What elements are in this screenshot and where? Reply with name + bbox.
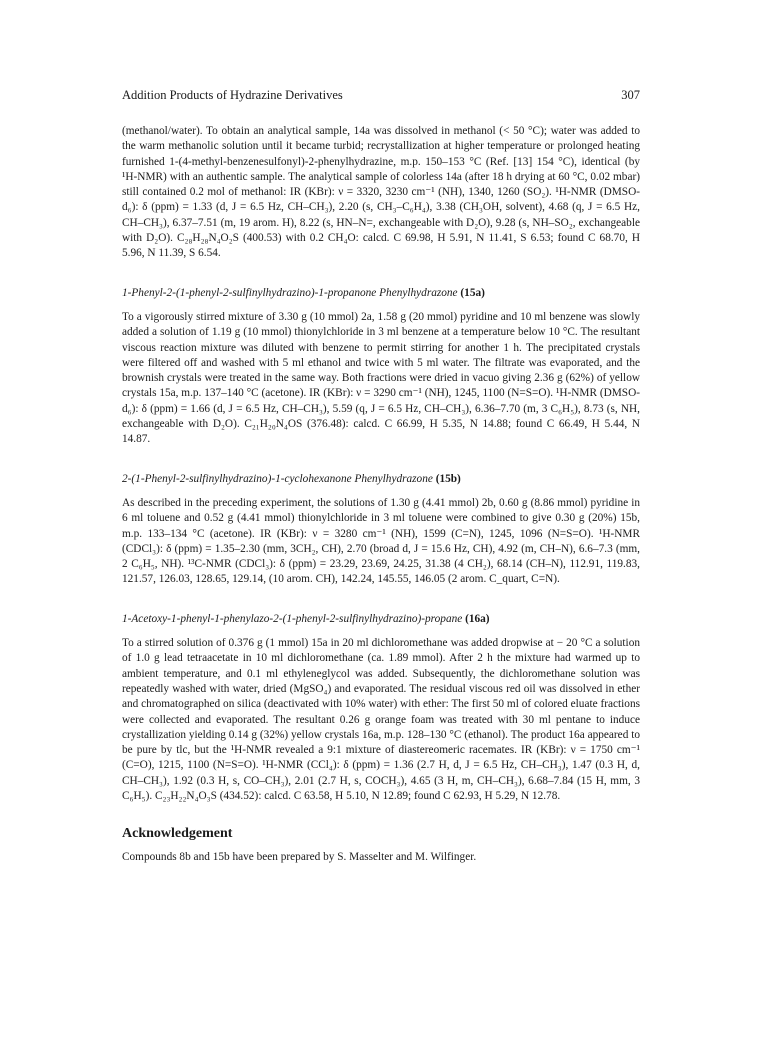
paragraph-16a-procedure: To a stirred solution of 0.376 g (1 mmol) 15a in 20 ml dichloromethane was added dropwise at − 20 °C a solution of 1.0 g lead tetraacetate in 10 ml dichloromethane (ca. 1.89 mmol). After 2 h the mixture had warmed up to ambient temperature, and 0.1 ml ethyleneglycol was added. Subsequently, the dichloromethane solution was repeatedly washed with water, dried (MgSO₄) and evaporated. The residual viscous red oil was dissolved in ether and chromatographed on silica (deactivated with 10% water) with ether: The first 50 ml of colored eluate fractions were collected and evaporated. The resultant 0.26 g orange foam was treated with 30 ml pentane to induce crystallization yielding 0.14 g (32%) yellow crystals 16a, m.p. 128–130 °C (ethanol). The product 16a appeared to be pure by tlc, but the ¹H-NMR revealed a 9:1 mixture of diastereomeric racemates. IR (KBr): ν = 1750 cm⁻¹ (C=O), 1215, 1100 (N=S=O). ¹H-NMR (CCl₄): δ (ppm) = 1.36 (2.7 H, d, J = 6.5 Hz, CH–CH₃), 1.47 (0.3 H, d, CH–CH₃), 1.92 (0.3 H, s, CO–CH₃), 2.01 (2.7 H, s, COCH₃), 4.65 (3 H, m, CH–CH₃), 6.68–7.84 (15 H, mm, 3 C₆H₅). C₂₃H₂₂N₄O₃S (434.52): calcd. C 63.58, H 5.10, N 12.89; found C 62.93, H 5.29, N 12.78.: [122, 637, 640, 802]
section-heading-15b-label: (15b): [435, 472, 461, 485]
section-heading-16a-label: (16a): [465, 612, 490, 625]
section-heading-15a: [122, 286, 640, 301]
paragraph-14a-continued: (methanol/water). To obtain an analytical sample, 14a was dissolved in methanol (< 50 °C); water was added to the warm methanolic solution until it became turbid; recrystallization at higher temperature or prolonged heating furnished 1-(4-methyl-benzenesulfonyl)-2-phenylhydrazine, m.p. 150–153 °C (Ref. [13] 154 °C), identical (by ¹H-NMR) with an authentic sample. The analytical sample of colorless 14a (after 18 h drying at 60 °C, 0.02 mbar) still contained 0.2 mol of methanol: IR (KBr): ν = 3320, 3230 cm⁻¹ (NH), 1340, 1260 (SO₂). ¹H-NMR (DMSO-d₆): δ (ppm) = 1.33 (d, J = 6.5 Hz, CH–CH₃), 2.20 (s, CH₃–C₆H₄), 3.38 (CH₃OH, solvent), 4.68 (q, J = 6.5 Hz, CH–CH₃), 6.37–7.51 (m, 19 arom. H), 8.22 (s, HN–N=, exchangeable with D₂O), 9.28 (s, NH–SO₂, exchangeable with D₂O). C₂₈H₂₈N₄O₂S (400.53) with 0.2 CH₄O: calcd. C 69.98, H 5.91, N 11.41, S 6.53; found C 68.70, H 5.96, N 11.39, S 6.54.: [122, 125, 640, 260]
acknowledgement-text: Compounds 8b and 15b have been prepared by S. Masselter and M. Wilfinger.: [122, 850, 477, 863]
section-heading-16a: [122, 612, 640, 627]
section-heading-15a-label: (15a): [460, 286, 485, 299]
acknowledgement-heading: Acknowledgement: [122, 826, 233, 842]
section-heading-15b: [122, 472, 640, 487]
paragraph-15b-procedure: As described in the preceding experiment, the solutions of 1.30 g (4.41 mmol) 2b, 0.60 g (8.86 mmol) pyridine in 6 ml toluene and 0.52 g (4.41 mmol) thionylchloride in 3 ml toluene were combined to give 0.30 g (20%) 15b, m.p. 133–134 °C (acetone). IR (KBr): ν = 3280 cm⁻¹ (NH), 1599 (C=N), 1245, 1096 (N=S=O). ¹H-NMR (CDCl₃): δ (ppm) = 1.35–2.30 (mm, 3CH₂, CH), 2.70 (broad d, J = 15.6 Hz, CH), 4.92 (m, CH–N), 6.6–7.3 (mm, 2 C₆H₅, NH). ¹³C-NMR (CDCl₃): δ (ppm) = 23.29, 23.69, 24.25, 31.38 (4 CH₂), 68.14 (CH–N), 112.91, 119.83, 121.57, 126.03, 128.65, 129.14, (10 arom. CH), 142.24, 145.55, 146.05 (2 arom. C_quart, C=N).: [122, 496, 640, 586]
running-header: [122, 88, 640, 103]
section-heading-15a-title: 1-Phenyl-2-(1-phenyl-2-sulfinylhydrazino)-1-propanone Phenylhydrazone: [122, 286, 458, 299]
paragraph-15a-procedure: To a vigorously stirred mixture of 3.30 g (10 mmol) 2a, 1.58 g (20 mmol) pyridine and 10 ml benzene was slowly added a solution of 1.19 g (10 mmol) thionylchloride in 3 ml benzene at a temperature below 10 °C. The resultant viscous reaction mixture was diluted with benzene to permit stirring for another 1 h. The precipitated crystals were filtered off and washed with 5 ml ethanol and twice with 5 ml water. The filtrate was evaporated, and the brownish crystals were treated in the same way. Both fractions were dried in vacuo giving 2.36 g (62%) of yellow crystals 15a, m.p. 137–140 °C (acetone). IR (KBr): ν = 3290 cm⁻¹ (NH), 1245, 1100 (N=S=O). ¹H-NMR (DMSO-d₆): δ (ppm) = 1.66 (d, J = 6.5 Hz, CH–CH₃), 5.59 (q, J = 6.5 Hz, CH–CH₃), 6.36–7.70 (m, 3 C₆H₅), 8.73 (s, NH, exchangeable with D₂O). C₂₁H₂₀N₄OS (376.48): calcd. C 66.99, H 5.35, N 14.88; found C 66.49, H 5.44, N 14.87.: [122, 310, 640, 446]
running-title: Addition Products of Hydrazine Derivatives: [122, 88, 343, 102]
section-heading-15b-title: 2-(1-Phenyl-2-sulfinylhydrazino)-1-cyclohexanone Phenylhydrazone: [122, 472, 433, 485]
page-number: 307: [621, 88, 640, 102]
section-heading-16a-title: 1-Acetoxy-1-phenyl-1-phenylazo-2-(1-phenyl-2-sulfinylhydrazino)-propane: [122, 612, 463, 625]
page-body: [122, 124, 640, 865]
